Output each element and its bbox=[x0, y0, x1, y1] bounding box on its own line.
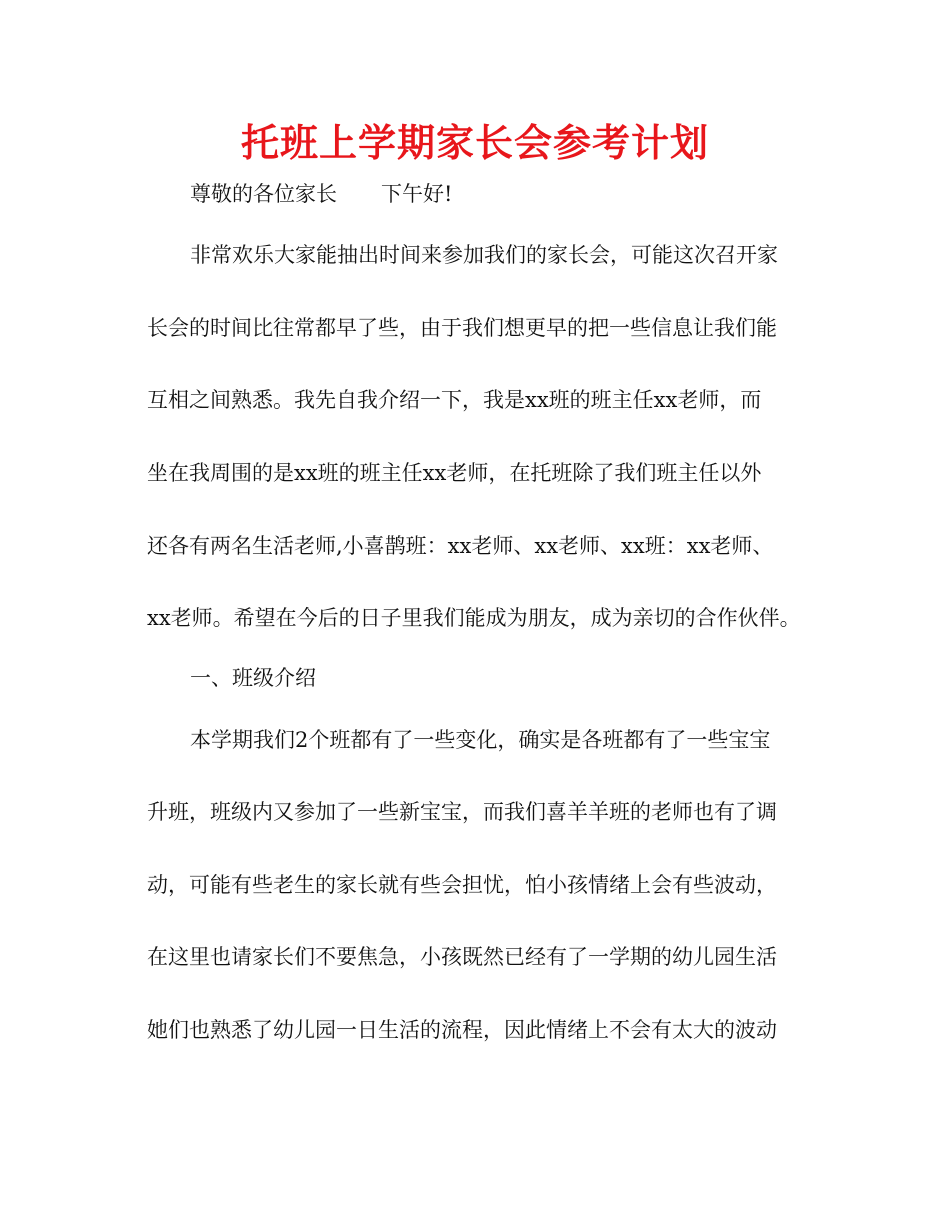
paragraph-line: 在这里也请家长们不要焦急，小孩既然已经有了一学期的幼儿园生活 bbox=[147, 945, 777, 969]
paragraph-line: 互相之间熟悉。我先自我介绍一下，我是xx班的班主任xx老师，而 bbox=[147, 388, 762, 412]
paragraph-line: 还各有两名生活老师,小喜鹊班：xx老师、xx老师、xx班：xx老师、 bbox=[147, 534, 774, 558]
paragraph-line: 她们也熟悉了幼儿园一日生活的流程，因此情绪上不会有太大的波动 bbox=[147, 1018, 777, 1042]
paragraph-line: 坐在我周围的是xx班的班主任xx老师，在托班除了我们班主任以外 bbox=[147, 461, 762, 485]
paragraph-line: 动，可能有些老生的家长就有些会担忧，怕小孩情绪上会有些波动， bbox=[147, 873, 777, 897]
paragraph-line: 非常欢乐大家能抽出时间来参加我们的家长会，可能这次召开家 bbox=[190, 243, 778, 267]
paragraph-line: xx老师。希望在今后的日子里我们能成为朋友，成为亲切的合作伙伴。 bbox=[147, 606, 801, 630]
paragraph-line: 本学期我们2个班都有了一些变化，确实是各班都有了一些宝宝 bbox=[190, 728, 771, 752]
greeting-salutation: 尊敬的各位家长 bbox=[190, 182, 337, 206]
greeting-good-afternoon: 下午好! bbox=[381, 182, 453, 206]
greeting-line bbox=[190, 179, 452, 209]
section-heading: 一、班级介绍 bbox=[190, 666, 316, 690]
document-title: 托班上学期家长会参考计划 bbox=[240, 120, 709, 165]
paragraph-line: 长会的时间比往常都早了些，由于我们想更早的把一些信息让我们能 bbox=[147, 316, 777, 340]
paragraph-line: 升班，班级内又参加了一些新宝宝，而我们喜羊羊班的老师也有了调 bbox=[147, 800, 777, 824]
